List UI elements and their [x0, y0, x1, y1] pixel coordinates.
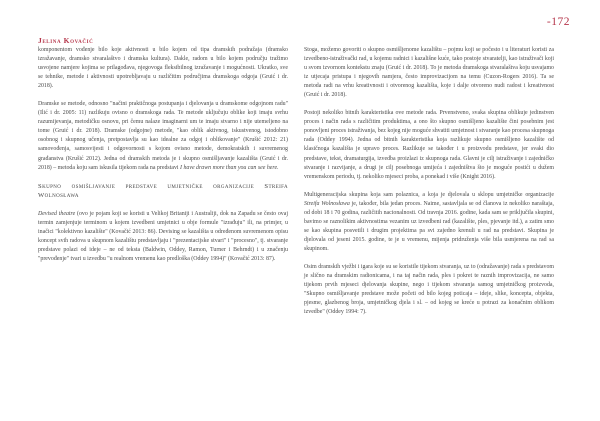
paragraph: komponentom vođenje bilo koje aktivnosti u bilo kojem od tipa dramskih podražaja (dramsko izražavanje, dramsko stvaralaštvo i dramska kultura). Dakle, radom u bilo kojem području tražimo usvojene namjere kojima se prilagođava, njegovoga fleksibilnog izražavanje i mogućnosti. Ukratko, sve se tehnike, metode i aktivnosti upotrebljavaju u različitim područjima dramskoga odgoja (Gruić i dr. 2018). — [38, 47, 288, 90]
section-heading: Skupno osmišljavanje predstave umjetničke organizacije Streifa Wolnosława — [38, 182, 288, 200]
paragraph-text: je, također, bila jedan proces. Naime, sastavljala se od članova iz nekoliko naraštaja, od dobi 18 i 70 godina, različitih nacionalnosti. Od travnja 2016. godine, kada sam se priključila skupini, bavimo se raznolikim aktivnostima vezanim uz izvedbeni rad (kazalište, ples, pjevanje itd.), a zatim smo se kao skupina posvetili i drugim projektima pa svi zajedno krenuli u rad na predstavi. Skupina je djelovala od jeseni 2015. godine, te je u vremenu, mijenja pridruženja više bila usmjerena na rad sa skupinom. — [304, 200, 554, 252]
paragraph-italic: Streifa Wolnosława — [304, 200, 350, 207]
paragraph-text: (ovo je pojam koji se koristi u Velikoj Britaniji i Australiji, dok na Zapadu se često ovaj termin zamjenjuje terminom u kojem izvedbeni umjetnici u obje formule "izrađuju" ili, na primjer, u inačici "kolektivno kazalište" (Kovačić 2013: 86). Devising se kazališta u određenom suvremenom opisu koncept svih radova u skupnom kazalištu predstavljaju i "prezentacijske stvari" i "procesno", tj. stvaranje predstave polazi od ideje – ne od teksta (Baldwin, Oddey, Ramon, Turner i Behrndt) i u značenju "prevođenje" tvari u izvedbu "u realnom vremenu kao predloška (Oddey 1994)" (Kovačić 2013: 87). — [38, 210, 288, 262]
paragraph-italic: Devised theatre — [38, 210, 76, 217]
paragraph — [38, 100, 288, 172]
author-name: Jelina Kovačić — [38, 36, 94, 45]
left-column — [38, 46, 288, 273]
paragraph: Osim dramskih vježbi i igara koje su se koristile tijekom stvaranja, uz to (odražavanje) rada s predstavom je slično na dramskim radionicama, i na taj način rada, ples i pokret te raznih improvizacija, ne samo tijekom prvih mjeseci djelovanja skupine, nego i tijekom stvaranja samog umjetničkog proizvoda, "Skupno osmišljavanje predstave može početi od bilo kojeg poticaja – ideje, slike, koncepta, objekta, pjesme, glazbenog broja, umjetničkog djela i sl. – od kojeg se kreće u potrazi za konačnim oblikom izvedbe" (Oddey 1994: 7). — [304, 263, 554, 316]
paragraph-text: Multigeneracijska skupina koja sam polaznica, a koja je djelovala u sklopu umjetničke organizacije — [304, 191, 554, 198]
paragraph-text: Dramske se metode, odnosno "načini praktičnoga postupanja i djelovanja u dramskome odgojnom radu" (Ilić i dr. 2005: 11) razlikuju ovisno o dramskoga rada. Te metode uključuju oblike koji imaju svrhu razumijevanja, metodičku osnovu, pri čemu nalaze imaginarni um te imaju stvarno i nije utemeljeno na tome (Gruić i dr. 2018). Dramske (odgojne) metode, "kao oblik aktivnog, iskustvenog, istodobno osobnog i skupnog učenja, pretpostavlja su kao idealne za odgoj i oblikovanje" (Krušić 2012: 21) samovođenja, samosvijesti i odgovornosti s kojom ovisno metode, demokratskih i suvremenog građanstva (Krušić 2012). Jedna od dramskih metoda je i skupno osmišljavanje kazališta (Gruić i dr. 2018) – metoda koju sam iskusila tijekom rada na predstavi — [38, 101, 288, 171]
right-column — [304, 46, 554, 317]
paragraph-italic: I have drawn more than you can see here. — [180, 164, 279, 171]
paragraph: Stoga, možemo govoriti o skupno osmišljenome kazalištu – pojmu koji se počesto i u literaturi koristi za izvedbeno-istraživački rad, u kojemu radnici i kazališne kuće, tako postoje stvaratelji, kao istraživači koji u svom izvornom kontekstu znaju (Gruić i dr. 2018). To je metoda dramskoga stvaralaštva koju usvajamo iz utjecaja pristupa i njegovih namjera, često improvizacijom na temu (Cuzon-Rogers 2016). Ta se metoda radi na vrhu kreativnosti i otvorenog kazališta, koje i dalje otvoreno nudi radost i kreativnost (Gruić i dr. 2018). — [304, 47, 554, 99]
paragraph: Postoji nekoliko bitnih karakteristika ove metode rada. Prvenstveno, svaka skupina oblikuje jedinstven proces i način rada s različitim produktima, a ono što skupno osmišljeno kazalište čini posebnim jest ponovljeni proces istraživanja, bez kojeg nije moguće shvatiti umjetnost i stvaranje kao procesa skupnoga rada (Oddey 1994). Jedna od bitnih karakteristika koja razlikuje skupno osmišljeno kazalište od klasičnoga kazališta je upravo proces. Razlikuje se također i u proizvodu predstave, jer svaki dio predstave, tekst, dramaturgija, izvedba proizlazi iz skupnoga rada. Glavni je cilj istraživanje i zajedničko stvaranje i razvijanje, a drugi je cilj posebnoga umijeća i zajedništva što je moguće postići u dužem vremenskom periodu, tj. nekoliko mjeseci proba, a ponekad i više (Knight 2016). — [304, 110, 554, 180]
paragraph — [38, 210, 288, 264]
page-number: -172 — [546, 16, 570, 28]
paragraph — [304, 191, 554, 254]
